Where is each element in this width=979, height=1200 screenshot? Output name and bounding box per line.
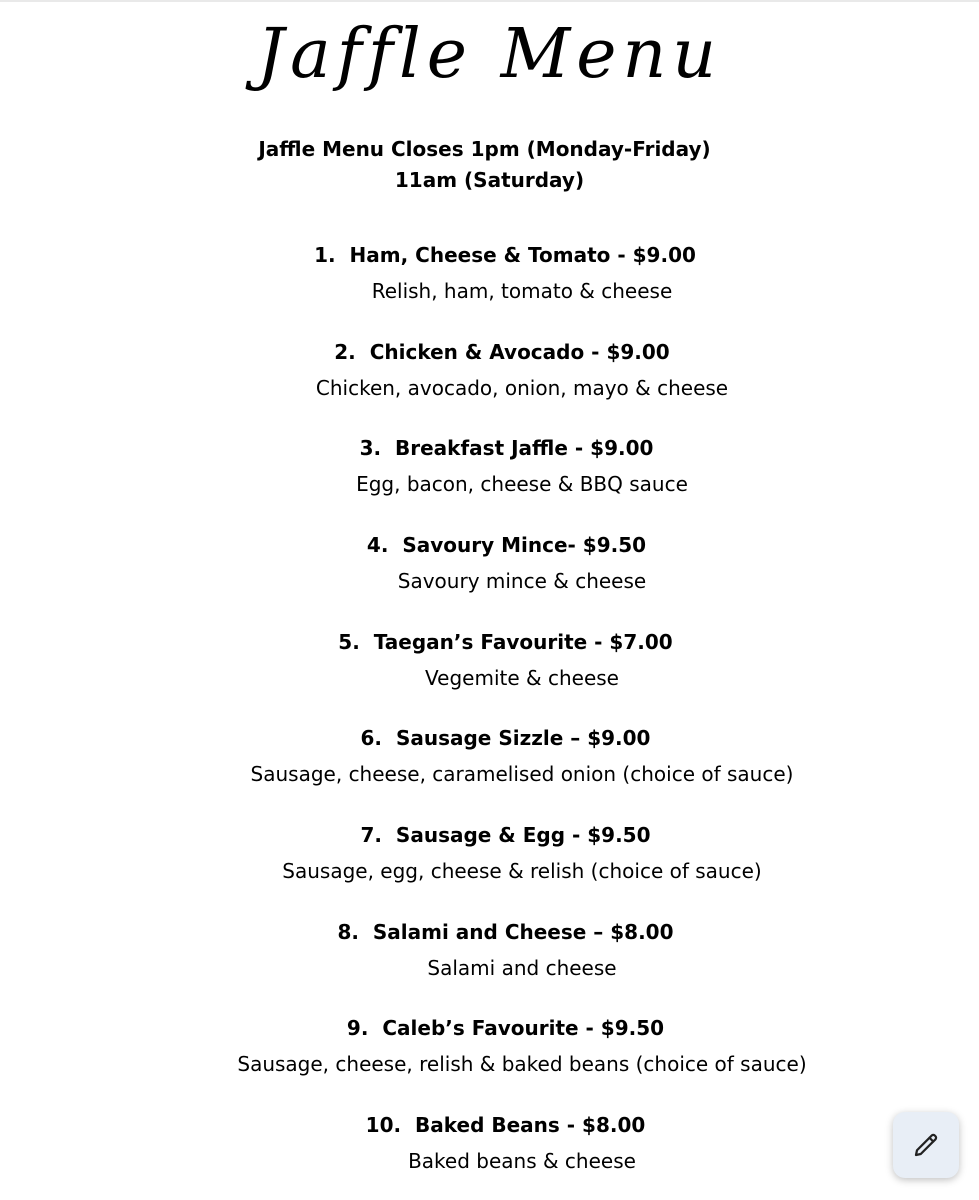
- menu-item-description: Sausage, egg, cheese & relish (choice of sauce): [282, 859, 762, 883]
- menu-item-name: 4. Savoury Mince- $9.50: [366, 533, 647, 557]
- menu-item: [0, 820, 979, 886]
- pencil-icon: [911, 1130, 941, 1160]
- menu-item: [0, 1013, 979, 1079]
- menu-item-description: Sausage, cheese, relish & baked beans (choice of sauce): [237, 1052, 807, 1076]
- menu-item-name: 9. Caleb’s Favourite - $9.50: [346, 1016, 665, 1040]
- menu-item-description: Relish, ham, tomato & cheese: [371, 279, 673, 303]
- menu-item-description: Chicken, avocado, onion, mayo & cheese: [315, 376, 729, 400]
- menu-item-description: Savoury mince & cheese: [397, 569, 647, 593]
- menu-title: Jaffle Menu: [256, 15, 723, 94]
- menu-item: [0, 917, 979, 983]
- menu-item: [0, 723, 979, 789]
- menu-item-description: Sausage, cheese, caramelised onion (choice of sauce): [250, 762, 794, 786]
- edit-button[interactable]: [893, 1112, 959, 1178]
- menu-item-name: 3. Breakfast Jaffle - $9.00: [359, 436, 654, 460]
- menu-item-name: 6. Sausage Sizzle – $9.00: [360, 726, 651, 750]
- menu-item: [0, 240, 979, 306]
- menu-item-name: 2. Chicken & Avocado - $9.00: [334, 340, 670, 364]
- menu-item-description: Baked beans & cheese: [408, 1149, 636, 1173]
- menu-item: [0, 1110, 979, 1176]
- menu-item-name: 1. Ham, Cheese & Tomato - $9.00: [314, 243, 696, 267]
- menu-item-description: Egg, bacon, cheese & BBQ sauce: [356, 472, 688, 496]
- menu-item-description: Vegemite & cheese: [425, 666, 619, 690]
- menu-item-name: 5. Taegan’s Favourite - $7.00: [338, 630, 673, 654]
- hours-saturday: 11am (Saturday): [394, 168, 585, 192]
- menu-item: [0, 337, 979, 403]
- menu-item-name: 7. Sausage & Egg - $9.50: [360, 823, 651, 847]
- hours-weekday: Jaffle Menu Closes 1pm (Monday-Friday): [258, 137, 711, 161]
- menu-item: [0, 433, 979, 499]
- menu-item-name: 8. Salami and Cheese – $8.00: [337, 920, 674, 944]
- opening-hours: [0, 134, 979, 196]
- menu-item: [0, 627, 979, 693]
- menu-item: [0, 530, 979, 596]
- menu-item-description: Salami and cheese: [427, 956, 617, 980]
- menu-item-name: 10. Baked Beans - $8.00: [365, 1113, 646, 1137]
